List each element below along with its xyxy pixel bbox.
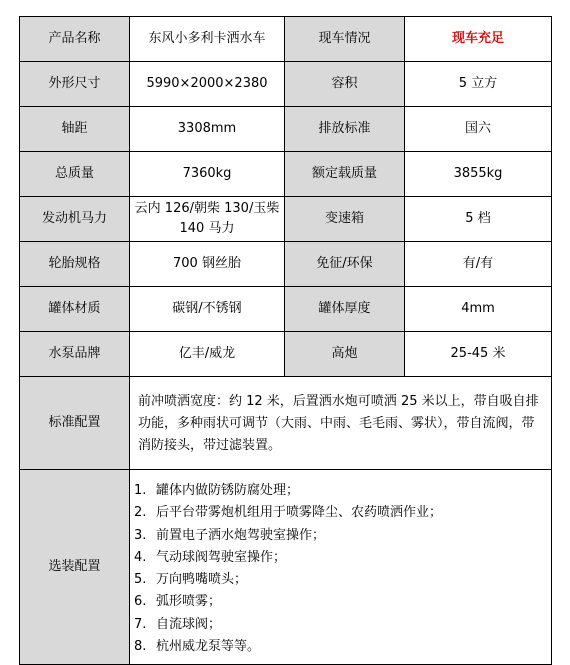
label-pump-brand: 水泵品牌	[20, 332, 130, 377]
label-tire-spec: 轮胎规格	[20, 242, 130, 287]
row-pump	[20, 332, 552, 377]
label-water-cannon: 高炮	[285, 332, 405, 377]
value-stock-status: 现车充足	[405, 17, 552, 62]
label-standard-config: 标准配置	[20, 377, 130, 470]
label-tax-exempt: 免征/环保	[285, 242, 405, 287]
label-gearbox: 变速箱	[285, 197, 405, 242]
label-volume: 容积	[285, 62, 405, 107]
standard-config-text: 前冲喷洒宽度：约 12 米，后置洒水炮可喷洒 25 米以上，带自吸自排功能，多种雨状可调节（大雨、中雨、毛毛雨、雾状），带自流阀，带消防接头，带过滤装置。	[130, 377, 552, 470]
row-tire	[20, 242, 552, 287]
value-volume: 5 立方	[405, 62, 552, 107]
value-tire-spec: 700 钢丝胎	[130, 242, 285, 287]
list-item: 4. 气动球阀驾驶室操作；	[134, 549, 287, 565]
spec-table	[19, 16, 552, 665]
list-item: 7. 自流球阀；	[134, 616, 222, 632]
optional-config-list	[130, 470, 552, 665]
label-tank-thickness: 罐体厚度	[285, 287, 405, 332]
row-product-name	[20, 17, 552, 62]
value-engine-power: 云内 126/朝柴 130/玉柴 140 马力	[130, 197, 285, 242]
value-gearbox: 5 档	[405, 197, 552, 242]
value-total-mass: 7360kg	[130, 152, 285, 197]
list-item: 5. 万向鸭嘴喷头；	[134, 572, 248, 588]
row-optional-config	[20, 470, 552, 665]
value-wheelbase: 3308mm	[130, 107, 285, 152]
label-rated-load: 额定载质量	[285, 152, 405, 197]
label-engine-power: 发动机马力	[20, 197, 130, 242]
value-tank-material: 碳钢/不锈钢	[130, 287, 285, 332]
label-optional-config: 选装配置	[20, 470, 130, 665]
label-stock-status: 现车情况	[285, 17, 405, 62]
row-engine	[20, 197, 552, 242]
value-tank-thickness: 4mm	[405, 287, 552, 332]
label-wheelbase: 轴距	[20, 107, 130, 152]
value-rated-load: 3855kg	[405, 152, 552, 197]
list-item: 8. 杭州威龙泵等等。	[134, 639, 261, 655]
row-dimensions	[20, 62, 552, 107]
list-item: 2. 后平台带雾炮机组用于喷雾降尘、农药喷洒作业；	[134, 505, 443, 521]
list-item: 1. 罐体内做防锈防腐处理；	[134, 483, 300, 498]
list-item: 3. 前置电子洒水炮驾驶室操作；	[134, 527, 326, 543]
value-dimensions: 5990×2000×2380	[130, 62, 285, 107]
label-total-mass: 总质量	[20, 152, 130, 197]
value-tax-exempt: 有/有	[405, 242, 552, 287]
list-item: 6. 弧形喷雾；	[134, 594, 222, 610]
row-wheelbase	[20, 107, 552, 152]
row-tank	[20, 287, 552, 332]
label-product-name: 产品名称	[20, 17, 130, 62]
label-tank-material: 罐体材质	[20, 287, 130, 332]
label-emission: 排放标准	[285, 107, 405, 152]
value-emission: 国六	[405, 107, 552, 152]
row-mass	[20, 152, 552, 197]
value-product-name: 东风小多利卡洒水车	[130, 17, 285, 62]
value-water-cannon: 25-45 米	[405, 332, 552, 377]
row-standard-config	[20, 377, 552, 470]
value-pump-brand: 亿丰/威龙	[130, 332, 285, 377]
optional-list	[134, 480, 545, 658]
label-dimensions: 外形尺寸	[20, 62, 130, 107]
